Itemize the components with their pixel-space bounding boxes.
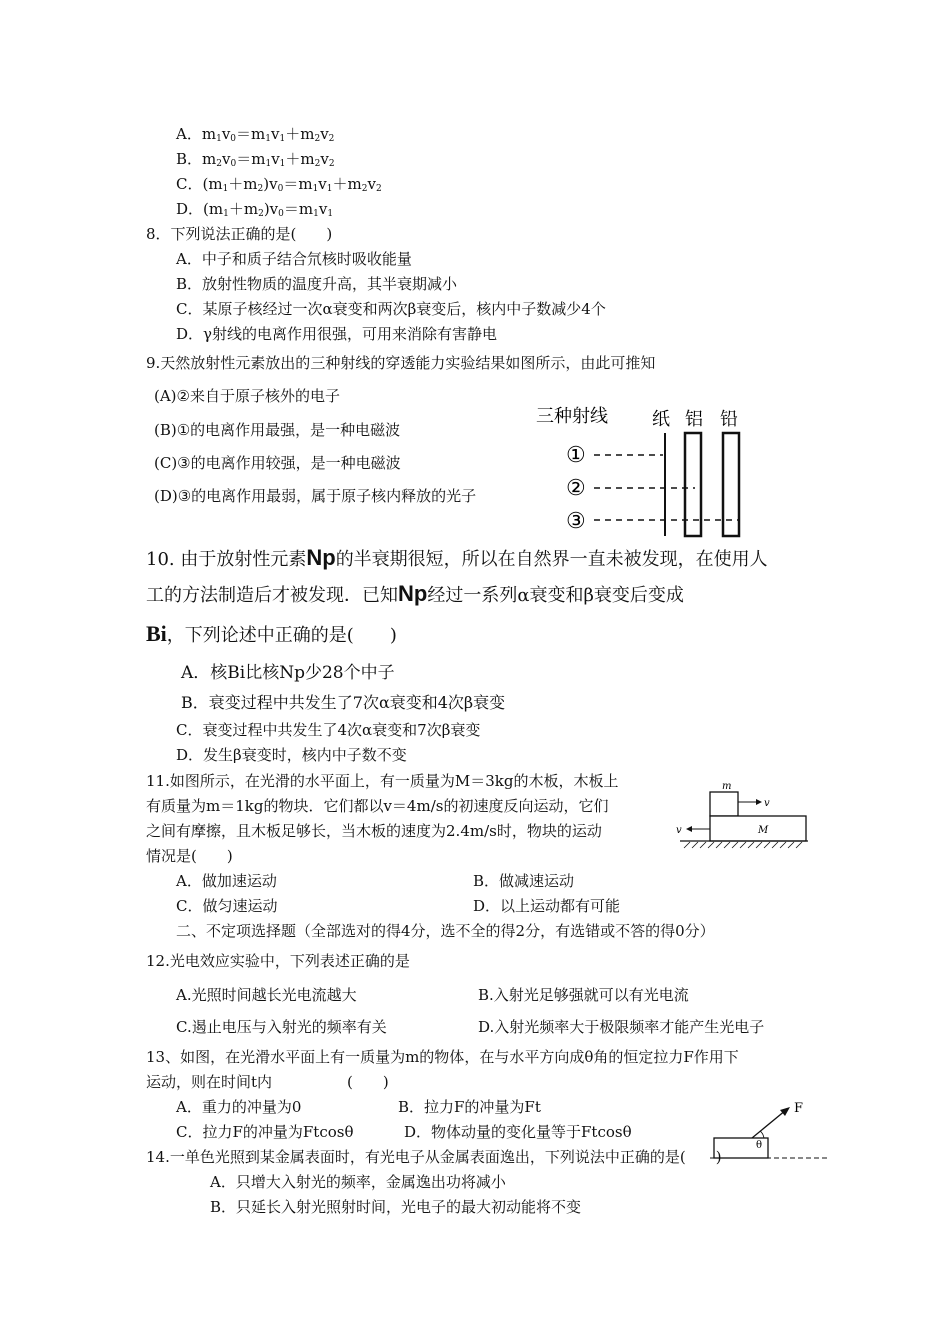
equation-term: v — [222, 150, 231, 168]
equation-subscript: 2 — [314, 159, 321, 169]
q11-figure-v1-label: v — [764, 798, 770, 809]
equation-term: ＝m — [236, 125, 266, 143]
q13-option-a: A．重力的冲量为0 — [176, 1098, 302, 1116]
equation-term: )v — [263, 200, 279, 218]
q11-option-c: C．做匀速运动 — [176, 897, 278, 915]
q11-figure-v2-label: v — [676, 825, 682, 836]
q12-option-d: D.入射光频率大于极限频率才能产生光电子 — [478, 1018, 765, 1036]
q8-option-a: A．中子和质子结合氘核时吸收能量 — [176, 250, 412, 268]
equation-term: v — [367, 175, 376, 193]
q11-option-d: D．以上运动都有可能 — [473, 897, 621, 915]
q13-angle-arc — [760, 1131, 764, 1138]
equation-term: (m — [202, 175, 223, 193]
equation-term: ＋m — [332, 175, 362, 193]
q7-option-a — [176, 124, 334, 144]
q9-option-b: (B)①的电离作用最强，是一种电磁波 — [154, 421, 401, 439]
equation-subscript: 2 — [314, 134, 321, 144]
q11-line3: 之间有摩擦，且木板足够长，当木板的速度为2.4m/s时，物块的运动 — [146, 822, 602, 840]
q13-option-b: B．拉力F的冲量为Ft — [398, 1098, 541, 1116]
q7-option-d — [176, 199, 333, 219]
q13-line1: 13、如图，在光滑水平面上有一质量为m的物体，在与水平方向成θ角的恒定拉力F作用下 — [146, 1048, 739, 1066]
equation-term: (m — [203, 200, 224, 218]
q13-angle-label: θ — [756, 1140, 763, 1151]
q7-option-label: A． — [176, 125, 202, 143]
q10-np-symbol-1: Np — [306, 545, 336, 570]
q12-option-a: A.光照时间越长光电流越大 — [176, 986, 357, 1004]
equation-term: ＝m — [283, 200, 314, 218]
equation-subscript: 1 — [279, 134, 286, 144]
q9-option-d: (D)③的电离作用最弱，属于原子核内释放的光子 — [154, 487, 477, 505]
q10-line2 — [146, 581, 684, 609]
q11-line2: 有质量为m＝1kg的物块．它们都以v＝4m/s的初速度反向运动，它们 — [146, 797, 609, 815]
q10-line1-pre: 10. 由于放射性元素 — [146, 549, 307, 570]
equation-term: v — [320, 150, 329, 168]
q9-stem: 9.天然放射性元素放出的三种射线的穿透能力实验结果如图所示，由此可推知 — [146, 354, 656, 372]
q11-ground-hatching — [684, 842, 802, 848]
q7-option-label: B． — [176, 150, 203, 168]
equation-term: v — [318, 175, 327, 193]
q10-option-c: C．衰变过程中共发生了4次α衰变和7次β衰变 — [176, 721, 481, 739]
equation-subscript: 1 — [312, 184, 319, 194]
q11-line1: 11.如图所示，在光滑的水平面上，有一质量为M＝3kg的木板，木板上 — [146, 772, 619, 790]
q11-option-b: B．做减速运动 — [473, 872, 575, 890]
q10-option-d: D．发生β衰变时，核内中子数不变 — [176, 746, 407, 764]
q10-line1 — [146, 545, 768, 573]
q12-stem: 12.光电效应实验中，下列表述正确的是 — [146, 952, 410, 970]
q9-rays-figure — [530, 398, 760, 543]
q11-option-a: A．做加速运动 — [176, 872, 277, 890]
equation-subscript: 1 — [223, 209, 229, 219]
q7-option-c — [176, 174, 382, 194]
q9-figure-lead-label: 铅 — [720, 409, 738, 430]
q10-line2-post: 经过一系列α衰变和β衰变后变成 — [427, 585, 684, 606]
equation-subscript: 1 — [265, 134, 271, 144]
q13-force-figure — [708, 1094, 832, 1166]
q11-figure-m-label: m — [722, 781, 732, 792]
equation-term: ＝m — [283, 175, 313, 193]
q13-line2: 运动，则在时间t内 ( ) — [146, 1073, 389, 1091]
equation-subscript: 1 — [216, 134, 222, 144]
q9-figure-title: 三种射线 — [536, 406, 608, 427]
equation-subscript: 1 — [265, 159, 272, 169]
section-2-heading: 二、不定项选择题（全部选对的得4分，选不全的得2分，有选错或不答的得0分） — [176, 922, 715, 940]
equation-subscript: 2 — [375, 184, 382, 194]
q8-option-d: D．γ射线的电离作用很强，可用来消除有害静电 — [176, 325, 497, 343]
q8-option-c: C．某原子核经过一次α衰变和两次β衰变后，核内中子数减少4个 — [176, 300, 606, 318]
equation-term: ＋m — [285, 125, 315, 143]
equation-term: ＝m — [236, 150, 266, 168]
q9-figure-paper-label: 纸 — [652, 409, 670, 430]
q11-block-arrowhead — [756, 799, 762, 805]
equation-subscript: 2 — [258, 209, 264, 219]
equation-term: v — [271, 150, 280, 168]
q8-option-b: B．放射性物质的温度升高，其半衰期减小 — [176, 275, 458, 293]
q7-option-b — [176, 149, 335, 169]
q7-option-label: C． — [176, 175, 203, 193]
q10-line2-pre: 工的方法制造后才被发现．已知 — [146, 585, 398, 606]
equation-subscript: 2 — [328, 134, 335, 144]
equation-term: ＋m — [228, 200, 259, 218]
q10-option-a: A．核Bi比核Np少28个中子 — [181, 663, 395, 683]
equation-term: v — [221, 125, 231, 143]
q8-stem: 8．下列说法正确的是( ) — [146, 225, 333, 243]
q9-figure-aluminum-label: 铝 — [685, 409, 703, 430]
equation-subscript: 2 — [257, 184, 264, 194]
q13-force-arrow — [752, 1110, 786, 1138]
equation-subscript: 1 — [279, 159, 286, 169]
equation-subscript: 0 — [230, 134, 237, 144]
q11-board-block-figure — [672, 778, 812, 850]
q13-option-d: D．物体动量的变化量等于Ftcosθ — [404, 1123, 632, 1141]
equation-term: v — [320, 125, 329, 143]
q9-ray3-label: ③ — [566, 509, 586, 534]
equation-term: ＋m — [285, 150, 315, 168]
q9-ray2-label: ② — [566, 476, 586, 501]
equation-subscript: 2 — [361, 184, 368, 194]
equation-subscript: 0 — [230, 159, 237, 169]
q10-line3-post: ，下列论述中正确的是( ) — [166, 625, 397, 646]
equation-subscript: 0 — [278, 209, 284, 219]
equation-subscript: 2 — [328, 159, 335, 169]
equation-subscript: 1 — [222, 184, 229, 194]
q12-option-b: B.入射光足够强就可以有光电流 — [478, 986, 689, 1004]
q13-force-label: F — [794, 1101, 804, 1116]
q14-stem: 14.一单色光照到某金属表面时，有光电子从金属表面逸出，下列说法中正确的是( ) — [146, 1148, 722, 1166]
q14-option-a: A．只增大入射光的频率，金属逸出功将减小 — [210, 1173, 506, 1191]
equation-subscript: 0 — [277, 184, 284, 194]
q9-option-c: (C)③的电离作用较强，是一种电磁波 — [154, 454, 401, 472]
equation-term: m — [202, 150, 217, 168]
q11-line4: 情况是( ) — [146, 847, 233, 865]
equation-subscript: 1 — [313, 209, 319, 219]
q9-option-a: (A)②来自于原子核外的电子 — [154, 387, 340, 405]
q12-option-c: C.遏止电压与入射光的频率有关 — [176, 1018, 387, 1036]
equation-subscript: 1 — [327, 209, 334, 219]
equation-term: m — [201, 125, 217, 143]
q13-force-arrowhead — [780, 1107, 790, 1116]
equation-term: v — [271, 125, 280, 143]
q10-np-symbol-2: Np — [398, 581, 428, 606]
q11-figure-board-label: M — [758, 825, 769, 836]
q10-line1-post: 的半衰期很短，所以在自然界一直未被发现，在使用人 — [335, 549, 768, 570]
q11-board-arrowhead — [686, 826, 692, 832]
equation-subscript: 2 — [216, 159, 222, 169]
q10-line3 — [146, 621, 397, 649]
q14-option-b: B．只延长入射光照射时间，光电子的最大初动能将不变 — [210, 1198, 582, 1216]
equation-term: ＋m — [228, 175, 258, 193]
q10-bi-symbol: Bi — [146, 621, 167, 646]
equation-subscript: 1 — [326, 184, 333, 194]
q11-block — [710, 792, 738, 816]
equation-term: v — [318, 200, 328, 218]
q13-option-c: C．拉力F的冲量为Ftcosθ — [176, 1123, 354, 1141]
q7-option-label: D． — [176, 200, 204, 218]
q9-ray1-label: ① — [566, 443, 586, 468]
equation-term: )v — [263, 175, 278, 193]
q10-option-b: B．衰变过程中共发生了7次α衰变和4次β衰变 — [181, 693, 506, 712]
